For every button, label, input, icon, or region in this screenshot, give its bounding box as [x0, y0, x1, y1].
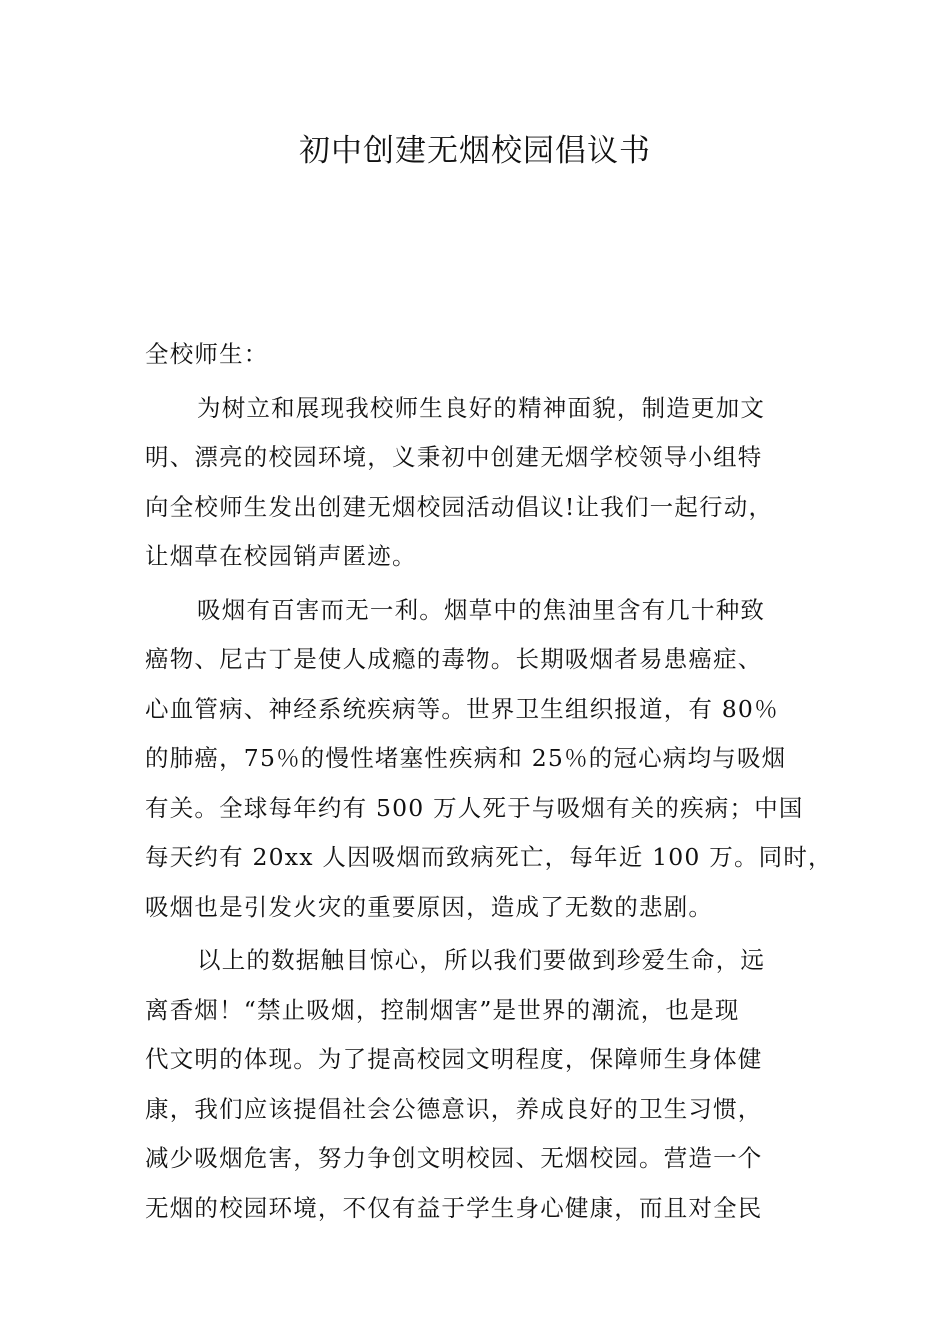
paragraph-line: 为树立和展现我校师生良好的精神面貌，制造更加文	[197, 393, 766, 422]
paragraph-line: 有关。全球每年约有 500 万人死于与吸烟有关的疾病；中国	[145, 793, 804, 822]
paragraph-3	[145, 936, 835, 1233]
paragraph-line: 代文明的体现。为了提高校园文明程度，保障师生身体健	[145, 1045, 763, 1073]
paragraph-line: 无烟的校园环境，不仅有益于学生身心健康，而且对全民	[145, 1193, 763, 1222]
document-body	[145, 330, 835, 1233]
paragraph-line: 明、漂亮的校园环境，义秉初中创建无烟学校领导小组特	[145, 443, 763, 471]
paragraph-line: 每天约有 20xx 人因吸烟而致病死亡，每年近 100 万。同时，	[145, 843, 833, 871]
document-title: 初中创建无烟校园倡议书	[299, 133, 651, 169]
paragraph-line: 离香烟！“禁止吸烟，控制烟害”是世界的潮流，也是现	[145, 995, 740, 1024]
paragraph-line: 让烟草在校园销声匿迹。	[145, 542, 417, 570]
paragraph-1	[145, 384, 835, 582]
paragraph-line: 康，我们应该提倡社会公德意识，养成良好的卫生习惯，	[145, 1094, 763, 1123]
paragraph-line: 减少吸烟危害，努力争创文明校园、无烟校园。营造一个	[145, 1144, 763, 1172]
paragraph-line: 吸烟也是引发火灾的重要原因，造成了无数的悲剧。	[145, 892, 714, 921]
paragraph-line: 吸烟有百害而无一利。烟草中的焦油里含有几十种致	[197, 595, 766, 624]
paragraph-2	[145, 586, 835, 933]
paragraph-line: 向全校师生发出创建无烟校园活动倡议!让我们一起行动，	[145, 492, 774, 521]
paragraph-line: 心血管病、神经系统疾病等。世界卫生组织报道，有 80％	[145, 694, 779, 723]
paragraph-line: 的肺癌，75％的慢性堵塞性疾病和 25％的冠心病均与吸烟	[145, 744, 787, 772]
salutation: 全校师生：	[145, 340, 269, 368]
paragraph-line: 以上的数据触目惊心，所以我们要做到珍爱生命，远	[197, 946, 766, 974]
paragraph-line: 癌物、尼古丁是使人成瘾的毒物。长期吸烟者易患癌症、	[145, 645, 763, 673]
